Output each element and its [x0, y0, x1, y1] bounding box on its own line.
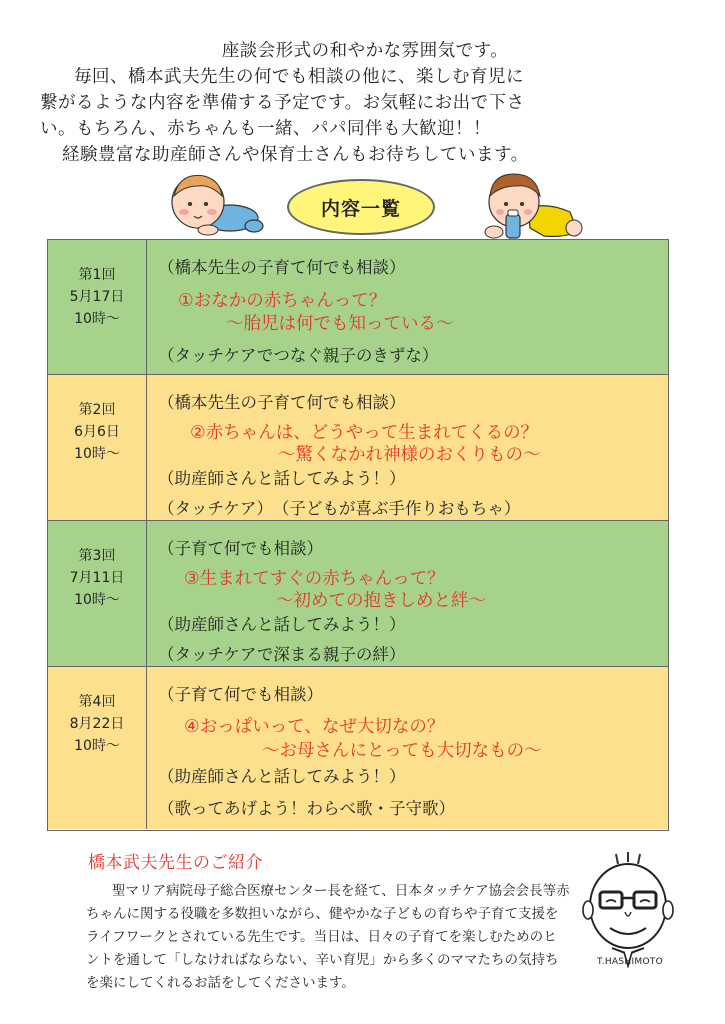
session-time: 10時～	[74, 592, 120, 608]
teacher-bio	[86, 880, 570, 995]
session-date-cell	[48, 521, 147, 666]
session-line: （タッチケアでつなぐ親子のきずな）	[158, 346, 439, 365]
session-theme: ④おっぱいって、なぜ大切なの？	[184, 717, 445, 737]
bio-line: を楽にしてくれるお話をしてくださいます。	[86, 975, 355, 991]
bio-line: 聖マリア病院母子総合医療センター長を経て、日本タッチケア協会会長等赤	[112, 883, 570, 899]
session-line: （助産師さんと話してみよう！）	[158, 469, 406, 488]
intro-line: 座談会形式の和やかな雰囲気です。	[221, 41, 509, 61]
session-date: 5月17日	[69, 289, 125, 305]
session-line: （橋本先生の子育て何でも相談）	[158, 258, 406, 277]
intro-line: 繋がるような内容を準備する予定です。お気軽にお出で下さ	[40, 93, 525, 113]
session-row	[48, 240, 668, 375]
session-number: 第1回	[78, 267, 116, 283]
session-row	[48, 667, 668, 829]
session-date-cell	[48, 667, 147, 829]
bio-line: ントを通して「しなければならない、辛い育児」から多くのママたちの気持ち	[86, 952, 559, 968]
session-theme: ①おなかの赤ちゃんって？	[178, 291, 387, 311]
session-row	[48, 521, 668, 667]
session-number: 第4回	[78, 694, 116, 710]
baby-with-bottle-illustration	[478, 166, 588, 242]
session-line: （子育て何でも相談）	[158, 685, 323, 704]
schedule-table	[47, 239, 669, 831]
session-subtheme: ～驚くなかれ神様のおくりもの～	[278, 445, 541, 465]
intro-text	[40, 38, 690, 168]
session-subtheme: ～胎児は何でも知っている～	[226, 314, 454, 334]
session-line: （子育て何でも相談）	[158, 539, 323, 558]
session-date-cell	[48, 240, 147, 374]
bio-line: ライフワークとされている先生です。当日は、日々の子育てを楽しむためのヒ	[86, 929, 557, 945]
session-line: （タッチケアで深まる親子の絆）	[158, 645, 406, 664]
contents-badge: 内容一覧	[287, 179, 435, 235]
session-line: （助産師さんと話してみよう！）	[158, 615, 406, 634]
session-date: 7月11日	[69, 570, 125, 586]
session-line: （助産師さんと話してみよう！）	[158, 767, 406, 786]
session-theme: ②赤ちゃんは、どうやって生まれてくるの？	[190, 423, 539, 443]
crawling-baby-illustration	[158, 168, 268, 236]
intro-line: い。もちろん、赤ちゃんも一緒、パパ同伴も大歓迎！！	[40, 119, 492, 139]
session-date: 8月22日	[69, 716, 125, 732]
session-time: 10時～	[74, 738, 120, 754]
session-line: （橋本先生の子育て何でも相談）	[158, 393, 406, 412]
session-date-cell	[48, 375, 147, 520]
bio-line: ちゃんに関する役職を多数担いながら、健やかな子どもの育ちや子育て支援を	[86, 906, 559, 922]
session-line: （歌ってあげよう！わらべ歌・子守歌）	[158, 799, 455, 818]
intro-line: 経験豊富な助産師さんや保育士さんもお待ちしています。	[62, 145, 529, 165]
session-time: 10時～	[74, 446, 120, 462]
session-number: 第3回	[78, 548, 116, 564]
session-row	[48, 375, 668, 521]
session-number: 第2回	[78, 402, 116, 418]
teacher-heading: 橋本武夫先生のご紹介	[88, 853, 263, 873]
session-theme: ③生まれてすぐの赤ちゃんって？	[184, 569, 445, 589]
session-subtheme: ～初めての抱きしめと絆～	[276, 591, 486, 611]
session-subtheme: ～お母さんにとっても大切なもの～	[262, 741, 542, 761]
intro-line: 毎回、橋本武夫先生の何でも相談の他に、楽しむ育児に	[74, 67, 524, 87]
session-time: 10時～	[74, 311, 120, 327]
session-line: （タッチケア） （子どもが喜ぶ手作りおもちゃ）	[158, 499, 521, 518]
teacher-signature: T.HASHIMOTO	[596, 957, 664, 967]
session-date: 6月6日	[74, 424, 120, 440]
teacher-portrait-illustration	[572, 848, 684, 968]
